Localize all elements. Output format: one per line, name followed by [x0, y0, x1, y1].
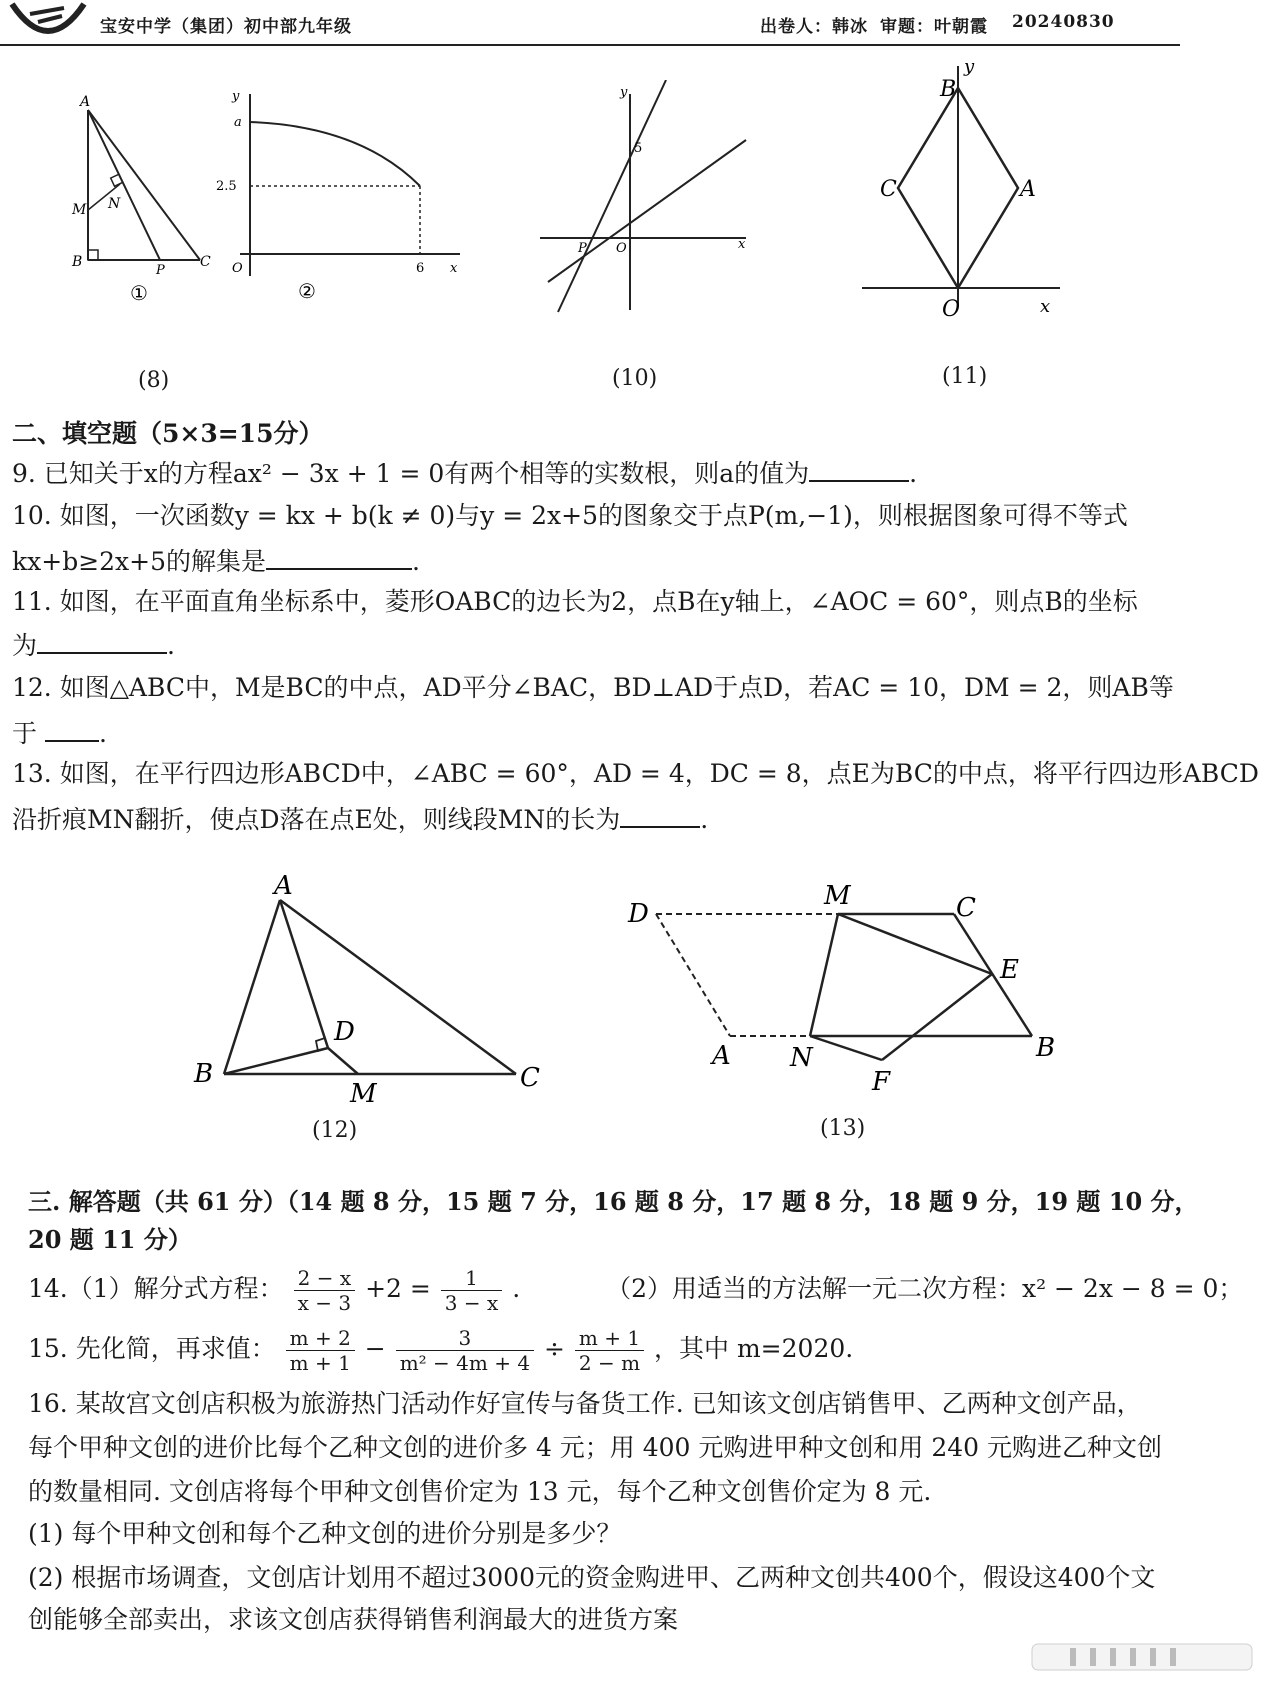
section3-title-line1: 三. 解答题（共 61 分）（14 题 8 分，15 题 7 分，16 题 8 分，17 题 8 分，18 题 9 分，19 题 10 分，: [28, 1187, 1199, 1216]
fig12-label-a: A: [274, 871, 293, 901]
fig8-axis-x: x: [450, 261, 458, 276]
fig11-label-b: B: [940, 77, 957, 102]
answer-blank-11[interactable]: [37, 628, 167, 654]
fig12-caption: (12): [312, 1118, 358, 1143]
figure-11: [860, 56, 1080, 326]
fig13-label-m: M: [824, 881, 851, 911]
fig8-label-c: C: [200, 254, 211, 270]
answer-blank-10[interactable]: [266, 544, 412, 570]
header-date: 20240830: [1012, 12, 1115, 32]
section3-title-line2: 20 题 11 分）: [28, 1225, 192, 1254]
fig8-sub2-caption: ②: [298, 279, 316, 303]
fig10-caption: (10): [612, 366, 658, 391]
header-divider: [0, 44, 1180, 46]
question-10-line1: 10. 如图，一次函数y = kx + b(k ≠ 0)与y = 2x+5的图象交于点P(m,−1)，则根据图象可得不等式: [12, 501, 1128, 530]
fig13-label-b: B: [1036, 1033, 1056, 1063]
page-strip-scrollbar[interactable]: [1030, 1636, 1260, 1676]
fig8-label-p: P: [156, 263, 165, 278]
fig13-label-f: F: [872, 1067, 891, 1097]
header-author: 出卷人：韩冰: [760, 17, 868, 37]
question-16-line5: (2) 根据市场调查，文创店计划用不超过3000元的资金购进甲、乙两种文创共400个，假设这400个文: [28, 1563, 1156, 1592]
fig8-label-m: M: [72, 202, 87, 218]
fig11-axis-y: y: [964, 56, 975, 77]
school-logo-icon: [8, 0, 88, 48]
q15-fraction-1: $\frac{m + 2}{m + 1}$: [286, 1326, 355, 1375]
fig11-label-a: A: [1020, 177, 1036, 202]
figure-13: [620, 880, 1080, 1110]
header-reviewer: 审题：叶朝霞: [880, 17, 988, 37]
answer-blank-9[interactable]: [809, 456, 909, 482]
fig8-label-b: B: [72, 254, 83, 270]
figure-12: [190, 864, 560, 1104]
fig8-label-n: N: [108, 196, 121, 212]
question-15: 15. 先化简，再求值： $\frac{m + 2}{m + 1}$ − $\frac{3}{\text{m² − 4m + 4}}$ ÷ $\frac{m + 1}{2 - m}$ ，其中 m=2020.: [28, 1326, 854, 1375]
question-16-line3: 的数量相同. 文创店将每个甲种文创售价定为 13 元，每个乙种文创售价定为 8 元.: [28, 1477, 932, 1506]
fig10-origin: O: [616, 241, 627, 256]
fig11-axis-x: x: [1040, 296, 1051, 317]
question-16-line6: 创能够全部卖出，求该文创店获得销售利润最大的进货方案: [28, 1605, 679, 1634]
question-12-line2: 于 .: [12, 716, 107, 750]
fig8-label-a: A: [80, 94, 91, 110]
fig13-label-d: D: [628, 899, 649, 929]
fig13-label-n: N: [790, 1043, 813, 1073]
fig8-sub1-caption: ①: [130, 281, 148, 305]
q14-fraction-1: $\frac{2 - x}{x - 3}$: [294, 1266, 355, 1315]
fig10-axis-y: y: [620, 85, 628, 100]
fig8-axis-y: y: [232, 89, 240, 104]
fig11-label-c: C: [880, 177, 897, 202]
q14-fraction-2: $\frac{1}{3 - x}$: [441, 1266, 502, 1315]
question-13-line1: 13. 如图，在平行四边形ABCD中，∠ABC = 60°，AD = 4，DC = 8，点E为BC的中点，将平行四边形ABCD: [12, 759, 1259, 788]
question-9: 9. 已知关于x的方程ax² − 3x + 1 = 0有两个相等的实数根，则a的值为 .: [12, 456, 917, 490]
fig13-label-c: C: [956, 893, 976, 923]
fig11-label-o: O: [942, 297, 961, 322]
fig12-label-b: B: [194, 1059, 214, 1089]
fig8-origin: O: [232, 261, 243, 276]
fig13-caption: (13): [820, 1116, 866, 1141]
figure-10: [530, 80, 760, 320]
q14-part2: （2）用适当的方法解一元二次方程：x² − 2x − 8 = 0；: [606, 1274, 1244, 1303]
q15-fraction-2: $\frac{3}{\text{m² − 4m + 4}}$: [396, 1326, 534, 1375]
answer-blank-13[interactable]: [620, 802, 700, 828]
q15-fraction-3: $\frac{m + 1}{2 - m}$: [575, 1326, 644, 1375]
header-school: 宝安中学（集团）初中部九年级: [100, 17, 352, 37]
fig10-axis-x: x: [738, 237, 746, 252]
question-13-line2: 沿折痕MN翻折，使点D落在点E处，则线段MN的长为 .: [12, 802, 708, 836]
figure-8-sub2: [210, 86, 470, 306]
question-16-line1: 16. 某故宫文创店积极为旅游热门活动作好宣传与备货工作. 已知该文创店销售甲、乙两种文创产品，: [28, 1389, 1142, 1418]
fig13-label-e: E: [1000, 955, 1019, 985]
section2-title: 二、填空题（5×3=15分）: [12, 419, 324, 448]
question-12-line1: 12. 如图△ABC中，M是BC的中点，AD平分∠BAC，BD⊥AD于点D，若AC = 10，DM = 2，则AB等: [12, 673, 1174, 702]
question-14: 14.（1）解分式方程： $\frac{2 - x}{x - 3}$ +2 = $\frac{1}{3 - x}$ . （2）用适当的方法解一元二次方程：x² − 2x − 8 = 0；: [28, 1266, 1244, 1315]
question-11-line2: 为 .: [12, 628, 175, 662]
figure-8-sub1: [60, 90, 230, 310]
question-16-line2: 每个甲种文创的进价比每个乙种文创的进价多 4 元；用 400 元购进甲种文创和用 240 元购进乙种文创: [28, 1433, 1163, 1462]
question-10-line2: kx+b≥2x+5的解集是 .: [12, 544, 420, 578]
fig12-label-m: M: [350, 1079, 377, 1104]
fig11-caption: (11): [942, 364, 988, 389]
fig13-label-a: A: [712, 1041, 731, 1071]
fig8-caption: (8): [138, 368, 170, 393]
answer-blank-12[interactable]: [45, 716, 99, 742]
fig10-value-5: 5: [634, 141, 643, 156]
fig8-value-25: 2.5: [216, 179, 237, 194]
fig8-value-6: 6: [416, 261, 425, 276]
fig8-value-a: a: [234, 115, 242, 130]
question-16-line4: (1) 每个甲种文创和每个乙种文创的进价分别是多少？: [28, 1519, 622, 1548]
fig10-point-p: P: [578, 241, 587, 256]
question-11-line1: 11. 如图，在平面直角坐标系中，菱形OABC的边长为2，点B在y轴上，∠AOC = 60°，则点B的坐标: [12, 587, 1138, 616]
fig12-label-c: C: [520, 1063, 540, 1093]
fig12-label-d: D: [334, 1017, 355, 1047]
